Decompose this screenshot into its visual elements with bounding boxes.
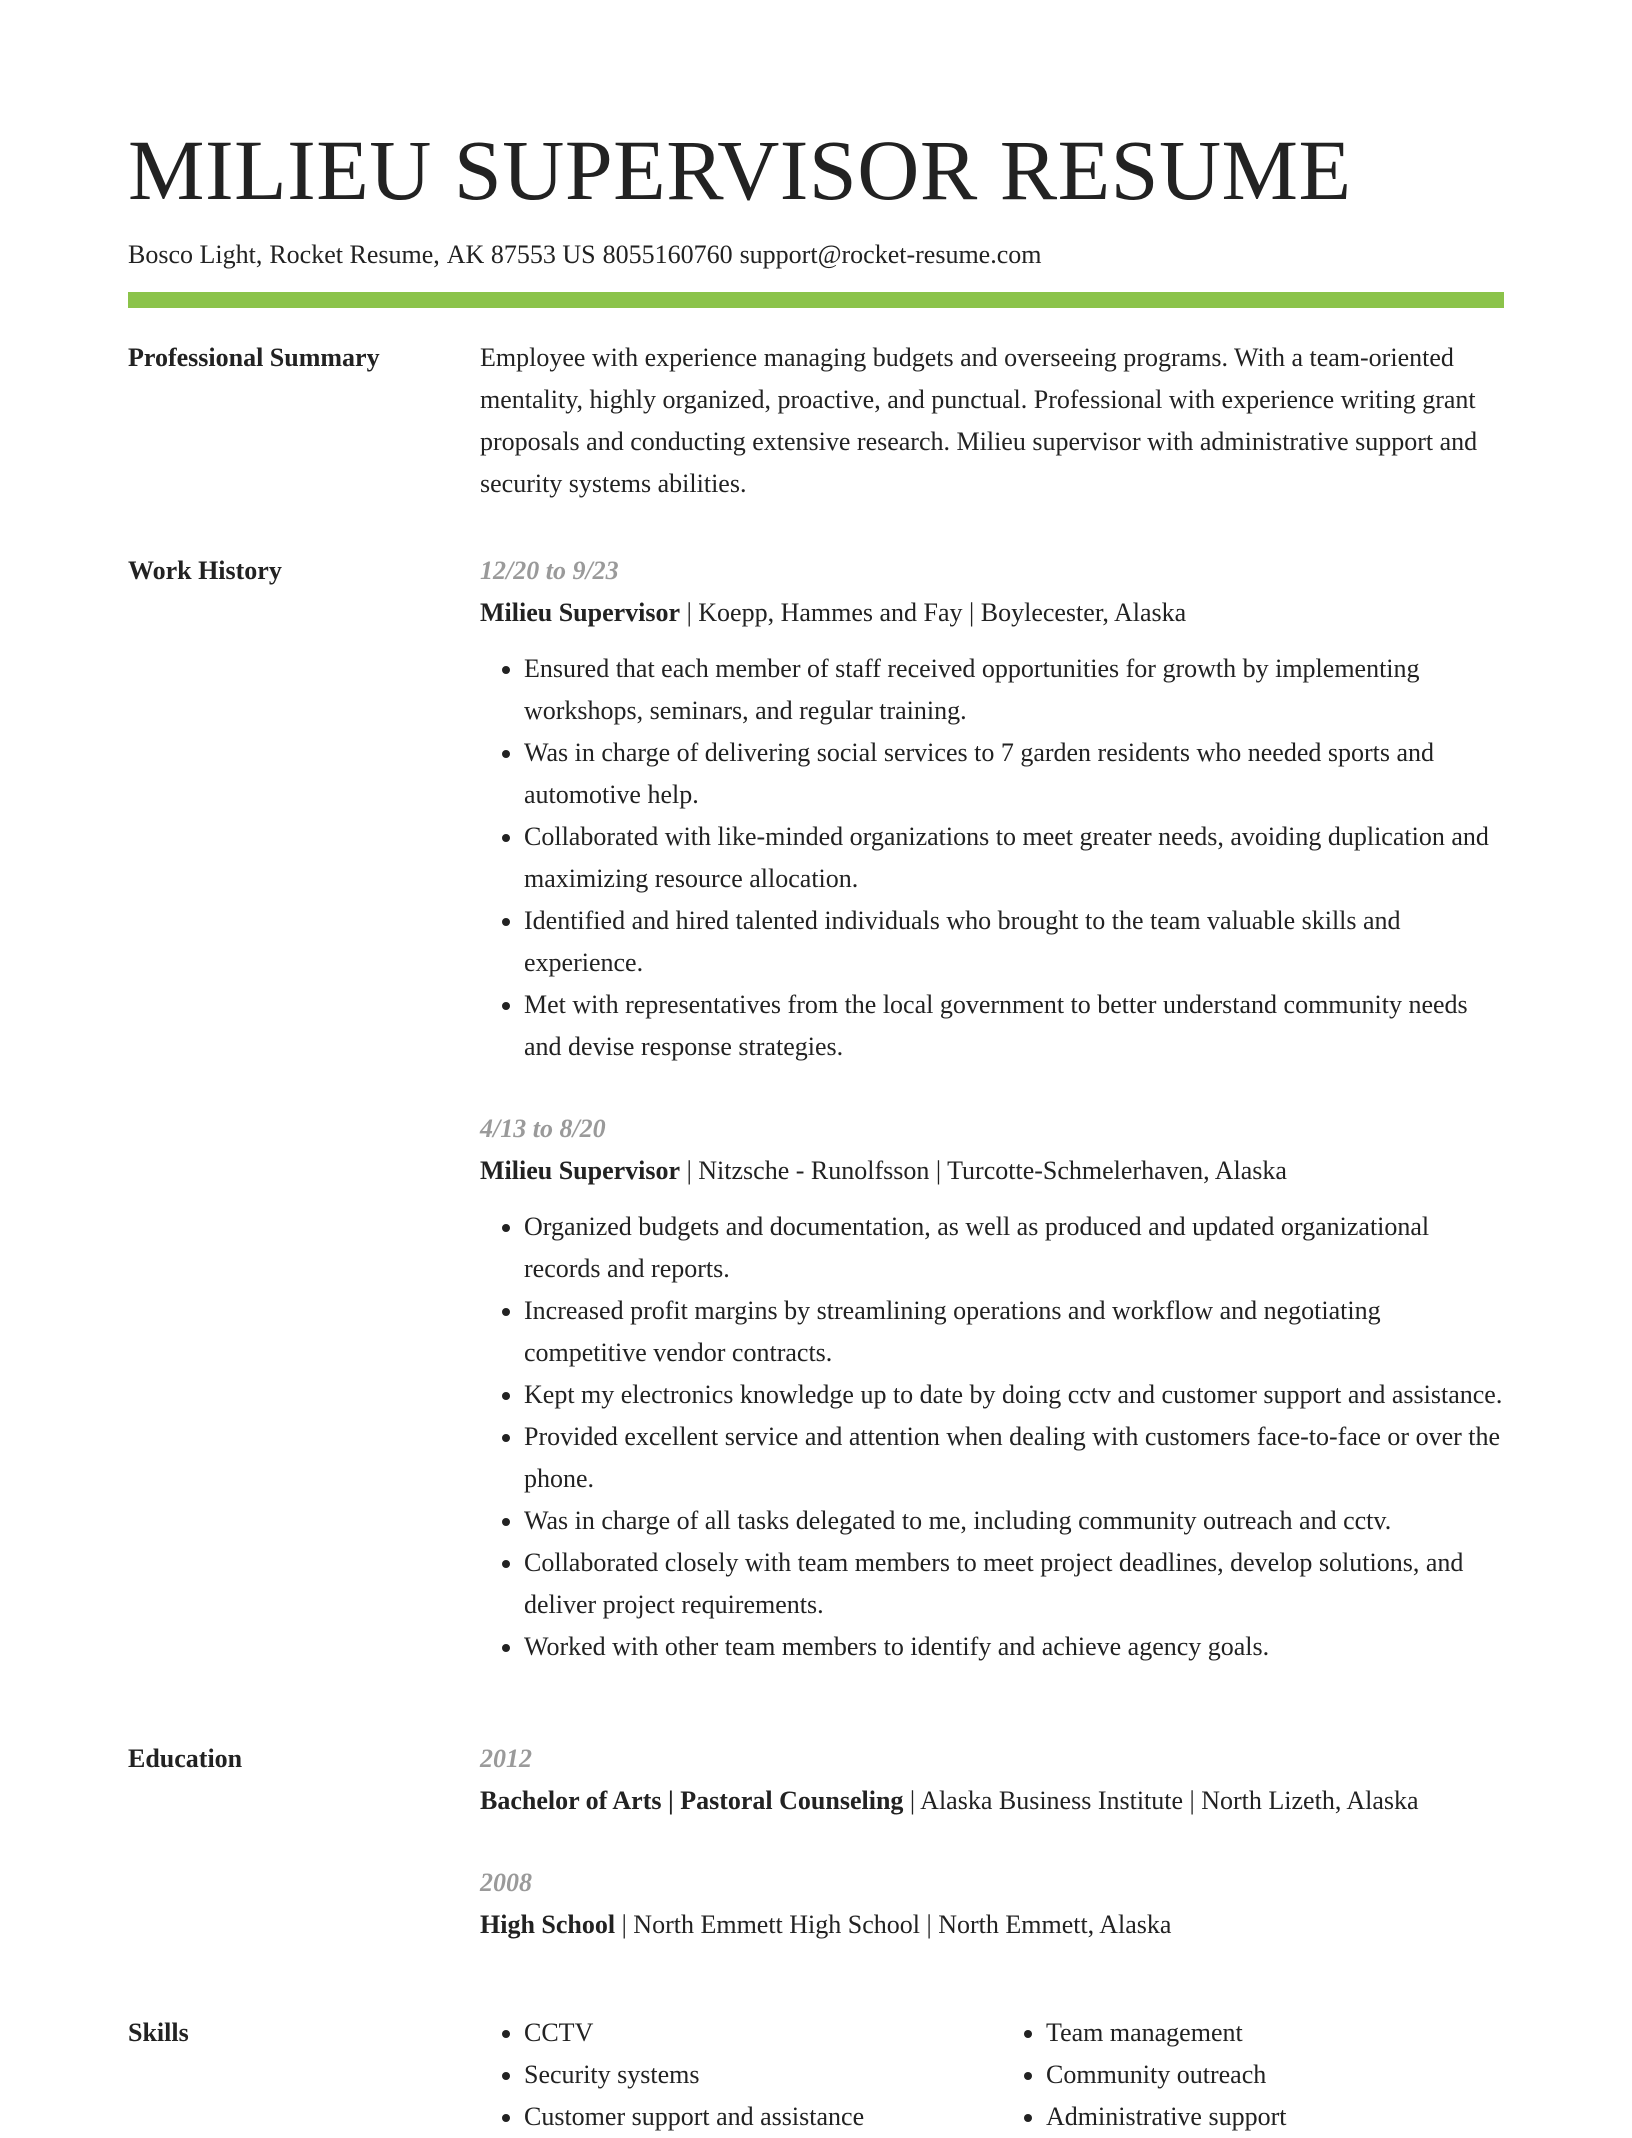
resume-header [128, 118, 1504, 308]
job-title: Milieu Supervisor [480, 1156, 681, 1185]
skills-section [128, 2012, 1504, 2138]
contact-phone: 8055160760 [602, 240, 733, 269]
education-body [480, 1738, 1504, 1946]
skill-item: • Security systems [524, 2054, 982, 2096]
skills-columns [480, 2012, 1504, 2138]
education-line [480, 1780, 1504, 1822]
education-line [480, 1904, 1504, 1946]
skills-body [480, 2012, 1504, 2138]
summary-body [480, 337, 1504, 505]
resume-title: MILIEU SUPERVISOR RESUME [128, 122, 1352, 218]
skills-list-left [480, 2012, 982, 2138]
job-details: | Koepp, Hammes and Fay | Boylecester, Alaska [680, 598, 1187, 627]
education-details: | Alaska Business Institute | North Lizeth, Alaska [903, 1786, 1419, 1815]
job-dates: 4/13 to 8/20 [480, 1114, 606, 1143]
summary-section [128, 337, 1504, 505]
education-section [128, 1738, 1504, 1946]
job-bullet: • Met with representatives from the local government to better understand community needs and devise response strategies. [524, 984, 1504, 1068]
contact-email[interactable]: support@rocket-resume.com [739, 240, 1042, 269]
education-entry [480, 1738, 1504, 1822]
job-dates: 12/20 to 9/23 [480, 556, 619, 585]
summary-text: Employee with experience managing budgets and overseeing programs. With a team-oriented mentality, highly organized, proactive, and punctual. Professional with experience writing grant proposals and conducting extensive research. Milieu supervisor with administrative support and security systems abilities. [480, 343, 1478, 498]
skill-item: • Team management [1046, 2012, 1504, 2054]
skills-list-right [1002, 2012, 1504, 2138]
skill-item: • Community outreach [1046, 2054, 1504, 2096]
contact-line [128, 238, 1504, 272]
section-label-work: Work History [128, 556, 282, 585]
work-history-body [480, 550, 1504, 1668]
education-degree: High School [480, 1910, 616, 1939]
job-bullet: • Collaborated closely with team members to meet project deadlines, develop solutions, and deliver project requirements. [524, 1542, 1504, 1626]
job-bullets [480, 648, 1504, 1068]
education-year: 2008 [480, 1868, 532, 1897]
education-entry [480, 1862, 1504, 1946]
contact-company: Rocket Resume, [269, 240, 440, 269]
skill-item: • Customer support and assistance [524, 2096, 982, 2138]
job-title: Milieu Supervisor [480, 598, 681, 627]
job-bullet: • Worked with other team members to identify and achieve agency goals. [524, 1626, 1504, 1668]
skill-item: • Administrative support [1046, 2096, 1504, 2138]
job-bullet: • Provided excellent service and attention when dealing with customers face-to-face or over the phone. [524, 1416, 1504, 1500]
education-degree: Bachelor of Arts | Pastoral Counseling [480, 1786, 904, 1815]
job-bullet: • Organized budgets and documentation, as well as produced and updated organizational records and reports. [524, 1206, 1504, 1290]
work-history-section [128, 550, 1504, 1668]
job-bullet: • Was in charge of delivering social services to 7 garden residents who needed sports and automotive help. [524, 732, 1504, 816]
job-line [480, 1150, 1504, 1192]
education-details: | North Emmett High School | North Emmett, Alaska [615, 1910, 1172, 1939]
job-line [480, 592, 1504, 634]
job-bullet: • Increased profit margins by streamlining operations and workflow and negotiating competitive vendor contracts. [524, 1290, 1504, 1374]
section-label-education: Education [128, 1744, 243, 1773]
contact-name: Bosco Light, [128, 240, 263, 269]
job-bullet: • Kept my electronics knowledge up to date by doing cctv and customer support and assistance. [524, 1374, 1504, 1416]
job-bullet: • Ensured that each member of staff received opportunities for growth by implementing workshops, seminars, and regular training. [524, 648, 1504, 732]
accent-divider [128, 292, 1504, 308]
job-entry [480, 550, 1504, 1068]
job-entry [480, 1108, 1504, 1668]
skill-item: • CCTV [524, 2012, 982, 2054]
section-label-skills: Skills [128, 2018, 189, 2047]
education-year: 2012 [480, 1744, 532, 1773]
contact-location: AK 87553 US [446, 240, 596, 269]
job-details: | Nitzsche - Runolfsson | Turcotte-Schmelerhaven, Alaska [680, 1156, 1287, 1185]
section-label-summary: Professional Summary [128, 343, 380, 372]
job-bullets [480, 1206, 1504, 1668]
job-bullet: • Collaborated with like-minded organizations to meet greater needs, avoiding duplication and maximizing resource allocation. [524, 816, 1504, 900]
job-bullet: • Was in charge of all tasks delegated to me, including community outreach and cctv. [524, 1500, 1504, 1542]
job-bullet: • Identified and hired talented individuals who brought to the team valuable skills and experience. [524, 900, 1504, 984]
